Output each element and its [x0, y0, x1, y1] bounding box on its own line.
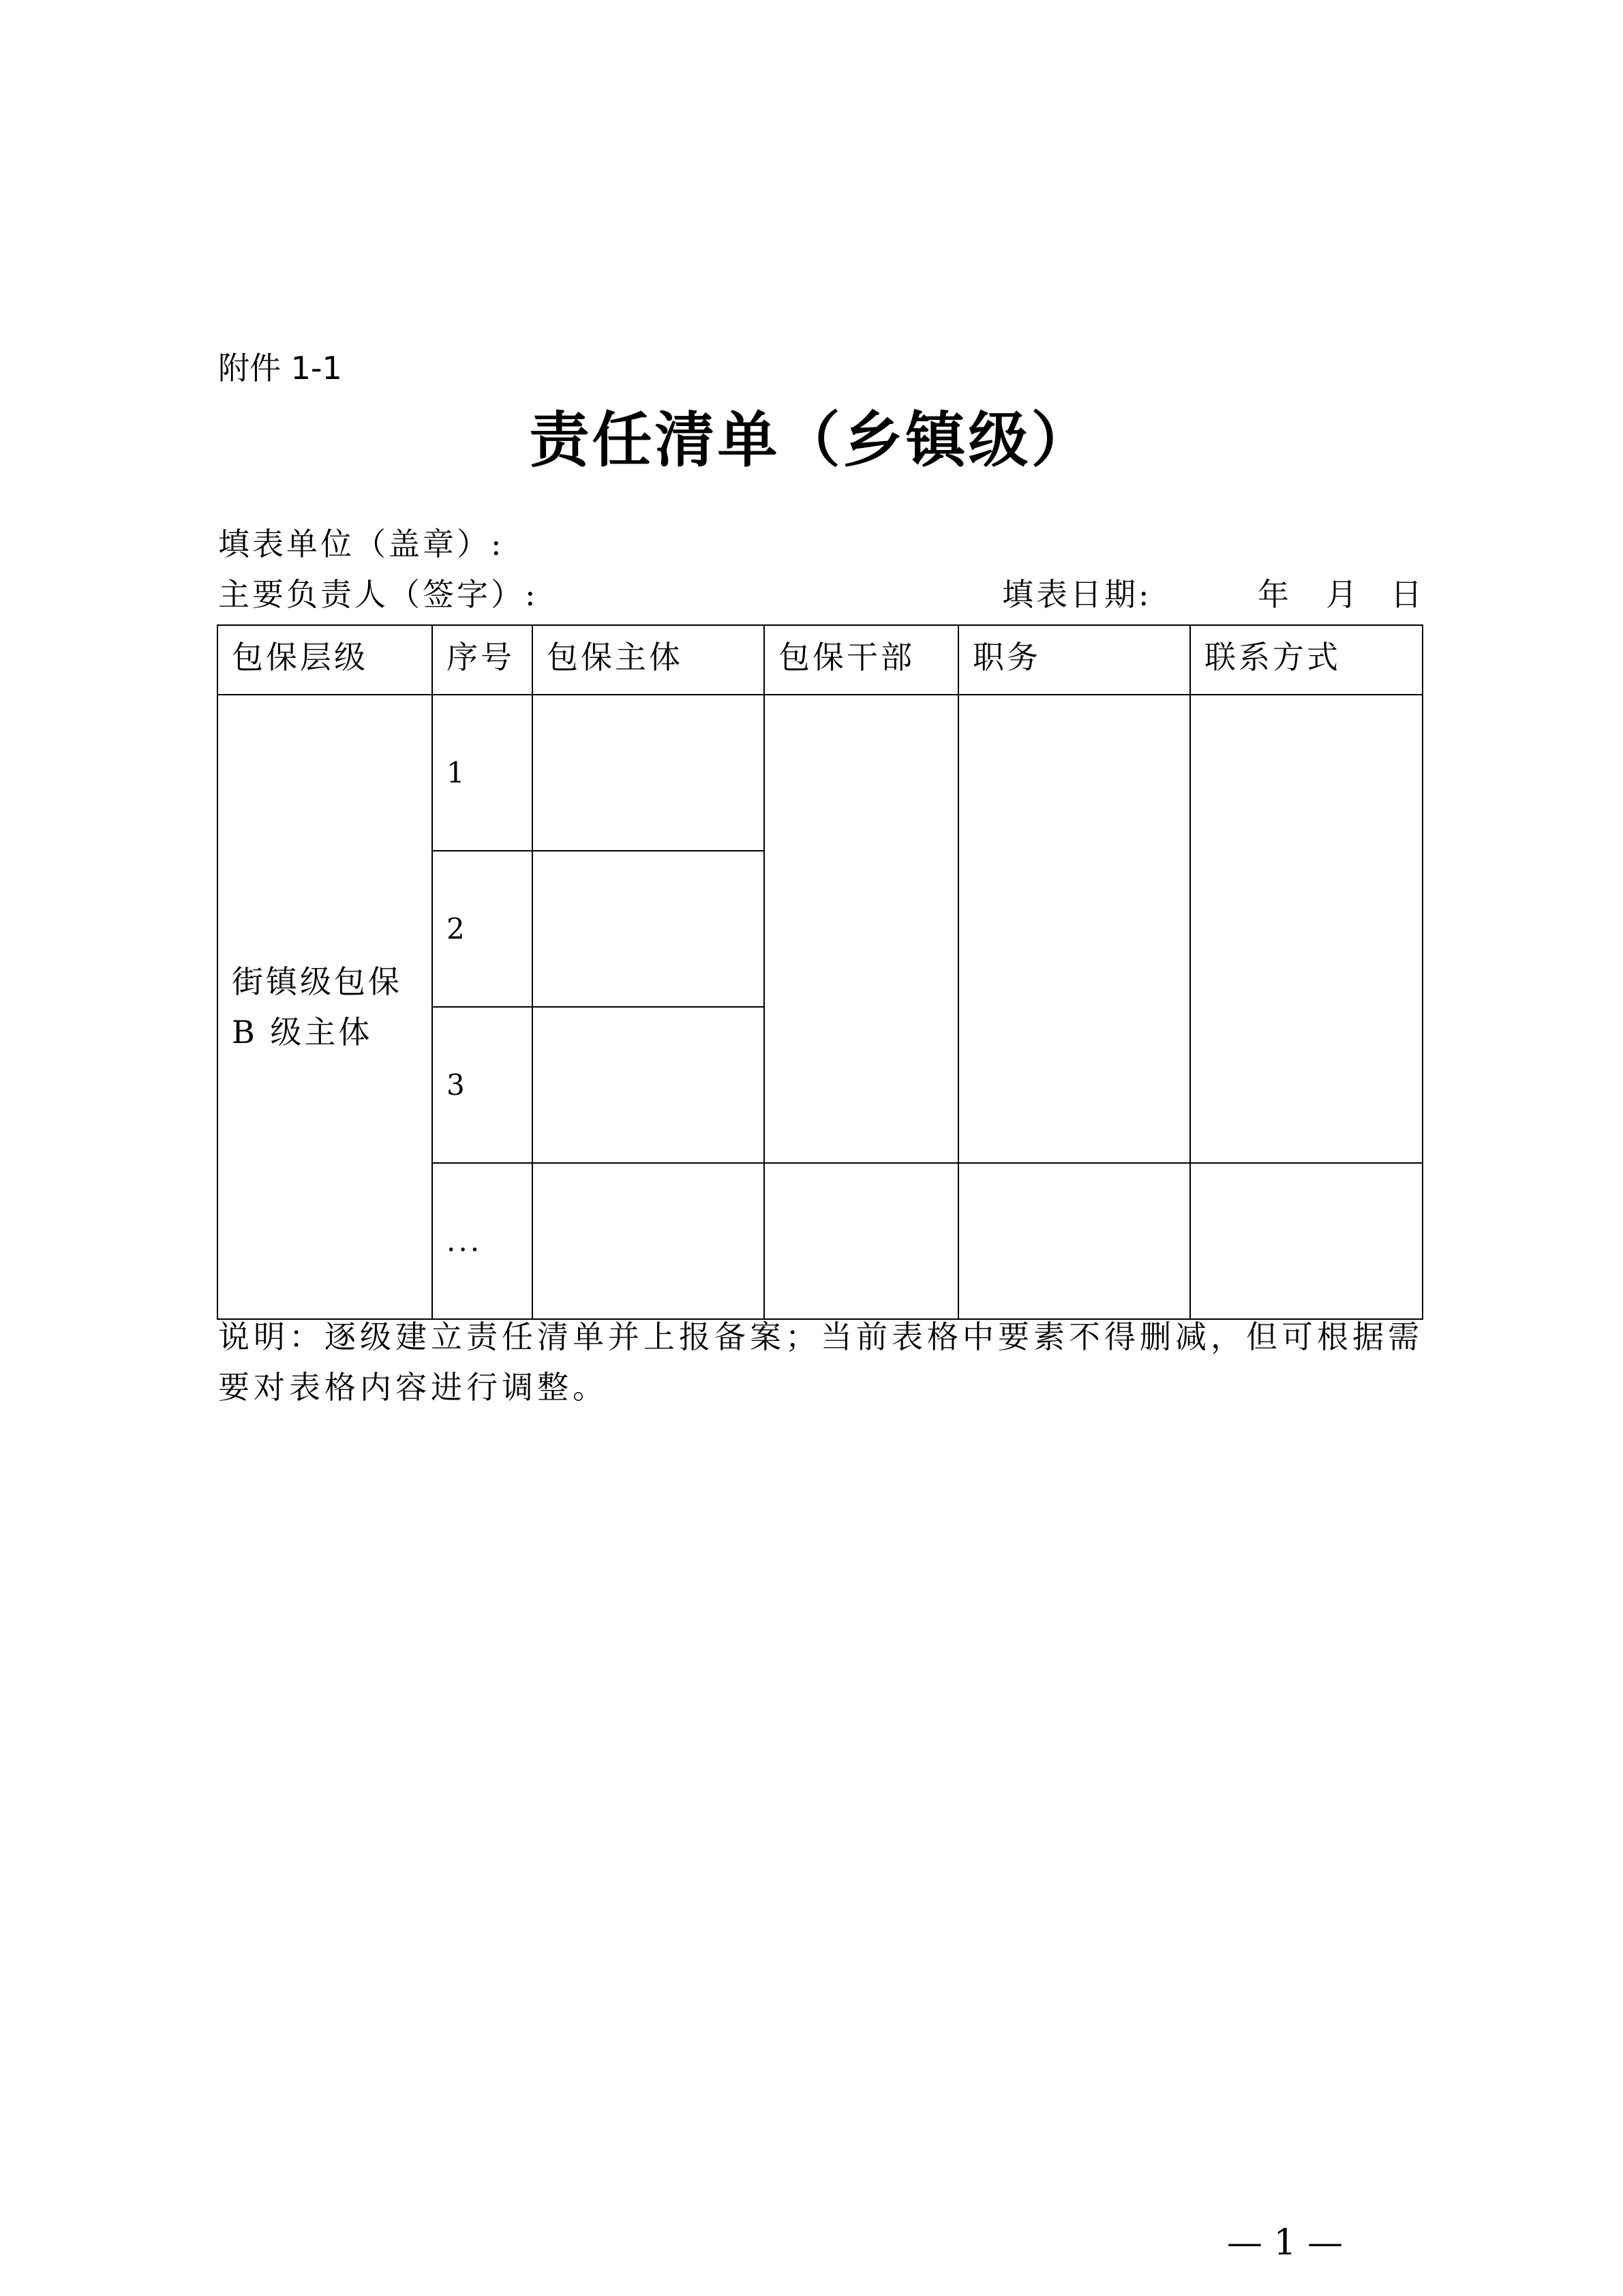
- position-cell[interactable]: [958, 695, 1190, 1163]
- row-number: 3: [432, 1007, 532, 1163]
- date-day-label: 日: [1391, 576, 1425, 613]
- page-title: 责任清单（乡镇级）: [529, 404, 1094, 475]
- subject-cell[interactable]: [532, 851, 764, 1007]
- header-subject: 包保主体: [532, 625, 764, 695]
- subject-cell[interactable]: [532, 1163, 764, 1319]
- date-month-label: 月: [1326, 576, 1360, 613]
- contact-cell[interactable]: [1190, 1163, 1423, 1319]
- header-number: 序号: [432, 625, 532, 695]
- level-text-line-2: B 级主体: [232, 1014, 373, 1051]
- main-person-label: 主要负责人（签字）:: [218, 576, 539, 613]
- row-number: 2: [432, 851, 532, 1007]
- note-text: 说明：逐级建立责任清单并上报备案；当前表格中要素不得删减，但可根据需要对表格内容进行调整。: [218, 1318, 1423, 1406]
- header-level: 包保层级: [217, 625, 432, 695]
- position-cell[interactable]: [958, 1163, 1190, 1319]
- contact-cell[interactable]: [1190, 695, 1423, 1163]
- table-header-row: [217, 625, 1423, 695]
- cadre-cell[interactable]: [764, 695, 958, 1163]
- responsibility-table: [217, 624, 1423, 1320]
- header-contact: 联系方式: [1190, 625, 1423, 695]
- header-position: 职务: [958, 625, 1190, 695]
- subject-cell[interactable]: [532, 1007, 764, 1163]
- level-cell: [217, 695, 432, 1319]
- cadre-cell[interactable]: [764, 1163, 958, 1319]
- header-cadre: 包保干部: [764, 625, 958, 695]
- row-number: 1: [432, 695, 532, 851]
- attachment-label: 附件 1-1: [218, 350, 342, 387]
- subject-cell[interactable]: [532, 695, 764, 851]
- page-number: — 1 —: [1227, 2222, 1344, 2263]
- fill-date-label: 填表日期:: [1002, 576, 1152, 613]
- date-year-label: 年: [1258, 576, 1292, 613]
- table-row: [217, 695, 1423, 851]
- fill-unit-label: 填表单位（盖章）:: [218, 526, 504, 562]
- level-text-line-1: 街镇级包保: [232, 963, 402, 1000]
- row-number: ...: [432, 1163, 532, 1319]
